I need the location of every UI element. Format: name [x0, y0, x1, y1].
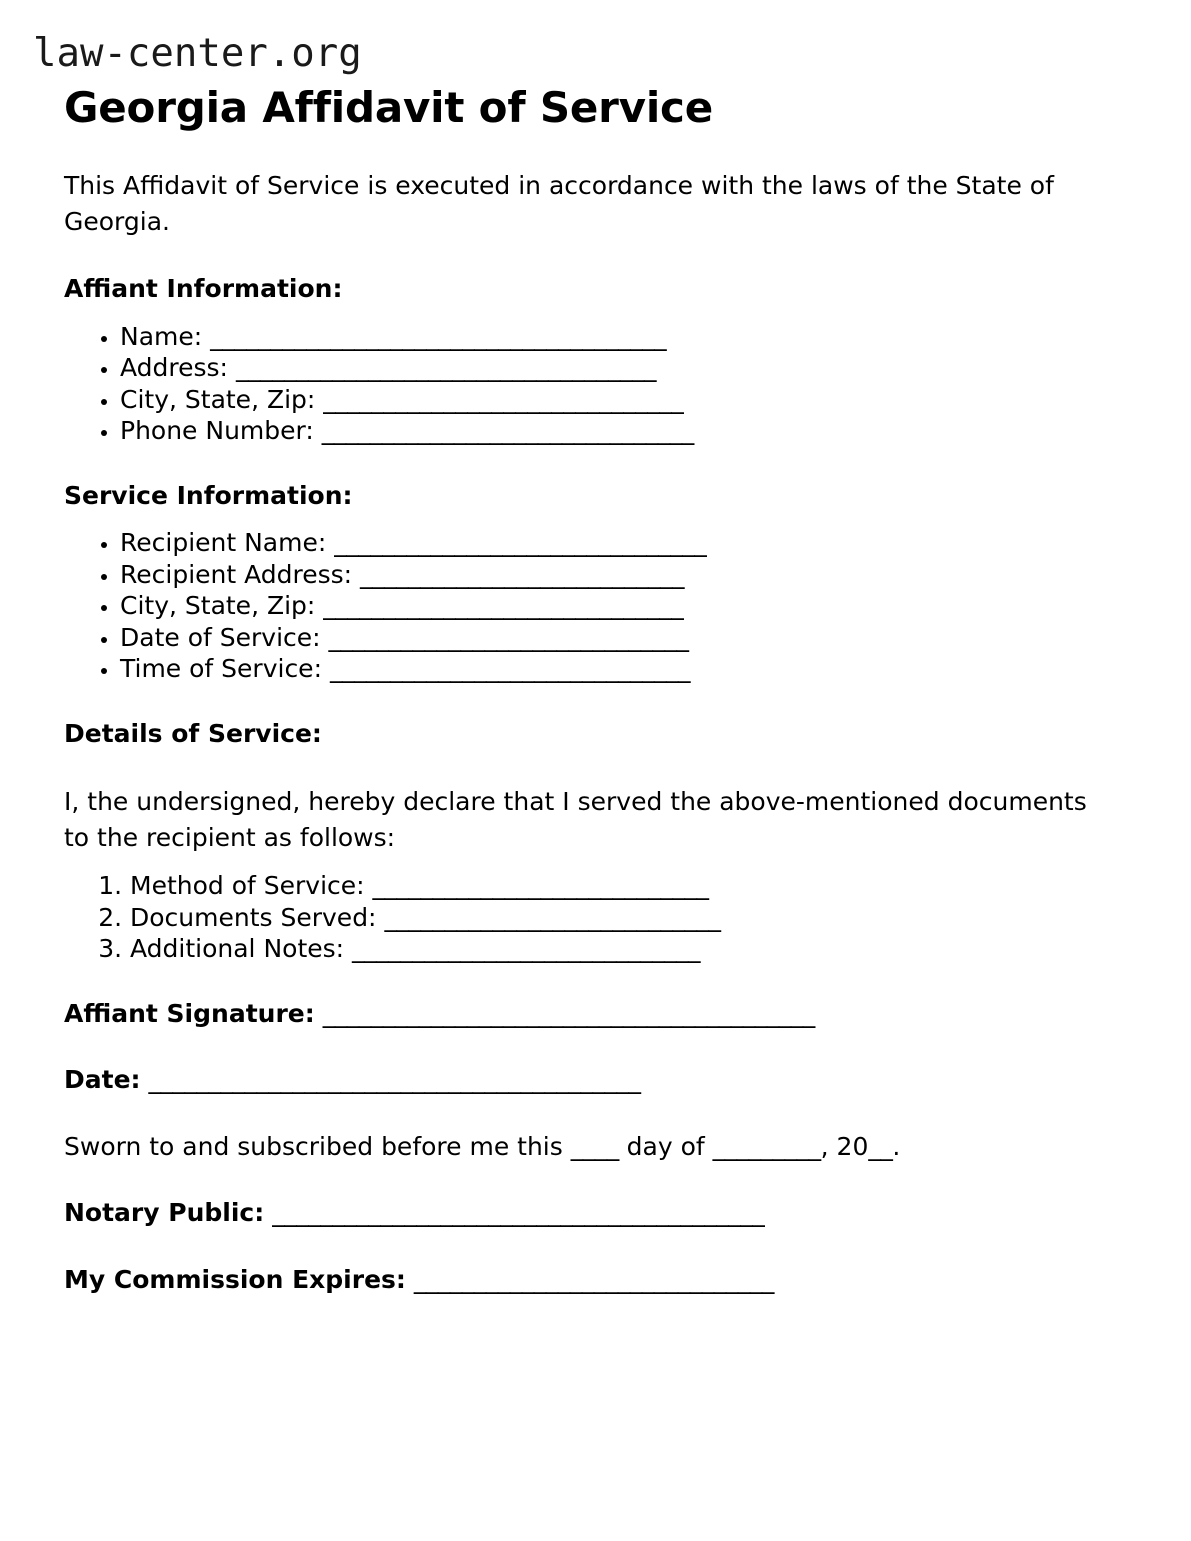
intro-paragraph: This Affidavit of Service is executed in accordance with the laws of the State of Georgia.: [64, 171, 1054, 236]
commission-expires-line: [64, 1264, 1127, 1297]
declaration-paragraph: I, the undersigned, hereby declare that I served the above-mentioned documents to the recipient as follows:: [64, 787, 1087, 852]
commission-expires-label: My Commission Expires:: [64, 1264, 406, 1294]
list-item: [130, 871, 1127, 901]
list-item: [130, 934, 1127, 964]
commission-expires-blank[interactable]: ______________________________: [413, 1264, 774, 1294]
field-blank-line[interactable]: _____________________________: [352, 934, 701, 964]
affiant-signature-label: Affiant Signature:: [64, 998, 315, 1028]
service-information-list: [64, 528, 1127, 684]
list-item: [120, 560, 1127, 590]
sworn-year-blank[interactable]: __: [868, 1131, 893, 1161]
sworn-middle-text: day of: [618, 1131, 713, 1161]
list-item: [120, 416, 1127, 446]
affiant-signature-line: [64, 998, 1127, 1031]
field-label: Documents Served:: [130, 902, 377, 932]
field-blank-line[interactable]: ___________________________: [360, 559, 685, 589]
field-blank-line[interactable]: _______________________________: [321, 416, 694, 446]
field-label: Name:: [120, 321, 203, 351]
field-blank-line[interactable]: ______________________________: [328, 622, 689, 652]
date-blank[interactable]: _________________________________________: [148, 1065, 641, 1095]
section-heading-details-of-service: Details of Service:: [64, 718, 322, 748]
field-label: Recipient Name:: [120, 528, 327, 558]
sworn-month-blank[interactable]: _________: [712, 1131, 821, 1161]
section-heading-service-information: Service Information:: [64, 480, 353, 510]
document-body: [0, 168, 1191, 1296]
field-label: Recipient Address:: [120, 559, 353, 589]
field-label: Method of Service:: [130, 871, 365, 901]
page-title: Georgia Affidavit of Service: [64, 82, 714, 132]
field-blank-line[interactable]: ____________________________: [372, 871, 709, 901]
sworn-day-blank[interactable]: ____: [570, 1131, 619, 1161]
field-blank-line[interactable]: ___________________________________: [235, 353, 656, 383]
sworn-year-prefix-text: , 20: [820, 1131, 869, 1161]
field-label: Additional Notes:: [130, 934, 345, 964]
field-blank-line[interactable]: ____________________________: [384, 902, 721, 932]
details-of-service-list: [64, 871, 1127, 964]
sworn-suffix-text: .: [892, 1131, 901, 1161]
field-label: City, State, Zip:: [120, 384, 316, 414]
field-blank-line[interactable]: ______________________________: [323, 384, 684, 414]
field-blank-line[interactable]: ______________________________: [323, 591, 684, 621]
list-item: [120, 528, 1127, 558]
field-label: Time of Service:: [120, 654, 322, 684]
list-item: [120, 353, 1127, 383]
notary-public-label: Notary Public:: [64, 1198, 265, 1228]
field-label: Date of Service:: [120, 622, 321, 652]
list-item: [120, 385, 1127, 415]
affiant-information-list: [64, 322, 1127, 446]
sworn-statement-line: [64, 1131, 1127, 1164]
field-label: Phone Number:: [120, 416, 314, 446]
field-label: City, State, Zip:: [120, 591, 316, 621]
field-blank-line[interactable]: ______________________________: [329, 654, 690, 684]
list-item: [130, 903, 1127, 933]
date-line: [64, 1064, 1127, 1097]
list-item: [120, 591, 1127, 621]
field-blank-line[interactable]: _______________________________: [334, 528, 707, 558]
date-label: Date:: [64, 1065, 141, 1095]
site-logo: law-center.org: [33, 31, 362, 76]
list-item: [120, 322, 1127, 352]
affiant-signature-blank[interactable]: _________________________________________: [322, 998, 815, 1028]
notary-public-blank[interactable]: _________________________________________: [272, 1198, 765, 1228]
field-blank-line[interactable]: ______________________________________: [210, 321, 667, 351]
list-item: [120, 623, 1127, 653]
section-heading-affiant-information: Affiant Information:: [64, 274, 343, 304]
field-label: Address:: [120, 353, 228, 383]
list-item: [120, 654, 1127, 684]
notary-public-line: [64, 1197, 1127, 1230]
sworn-prefix-text: Sworn to and subscribed before me this: [64, 1131, 571, 1161]
